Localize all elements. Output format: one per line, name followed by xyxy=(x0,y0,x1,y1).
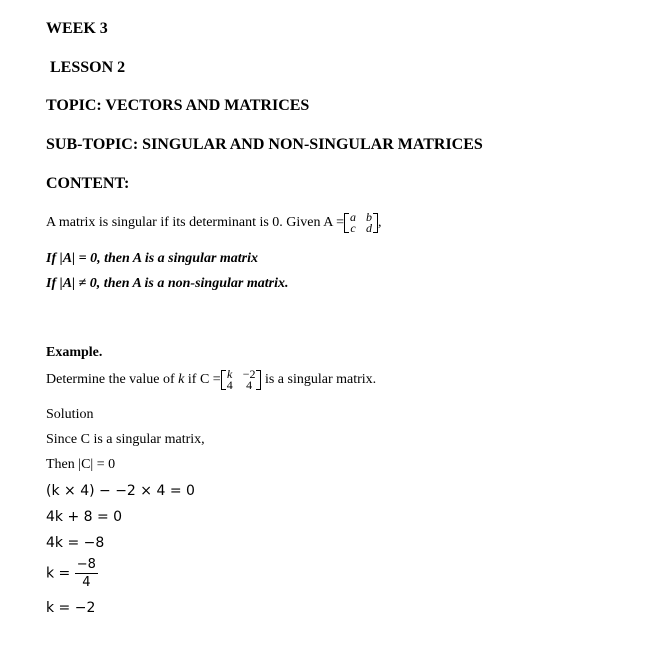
matrix-c-cell: 4 xyxy=(226,378,233,392)
solution-heading: Solution xyxy=(46,407,94,422)
fraction xyxy=(75,557,98,590)
matrix-a-cell: a xyxy=(349,210,356,224)
matrix-a-cell: c xyxy=(350,221,356,235)
question-mid: if C = xyxy=(184,372,221,388)
rule-singular: If |A| = 0, then A is a singular matrix xyxy=(46,251,259,266)
matrix-c xyxy=(221,369,262,391)
solution-fraction-line xyxy=(46,557,98,590)
matrix-a-cell: b xyxy=(365,210,372,224)
topic-heading: TOPIC: VECTORS AND MATRICES xyxy=(46,97,310,114)
week-heading: WEEK 3 xyxy=(46,20,108,37)
matrix-c-cell: 4 xyxy=(246,378,253,392)
question-start: Determine the value of xyxy=(46,372,179,388)
solution-step: k = −2 xyxy=(46,600,96,616)
matrix-c-cell: −2 xyxy=(242,367,256,381)
solution-step: Since C is a singular matrix, xyxy=(46,432,205,447)
solution-step: 4k = −8 xyxy=(46,535,105,551)
lesson-heading: LESSON 2 xyxy=(50,59,126,76)
matrix-a-cell: d xyxy=(365,221,372,235)
matrix-c-cell: k xyxy=(227,367,233,381)
example-heading: Example. xyxy=(46,345,103,360)
definition-text: A matrix is singular if its determinant is 0. Given A = xyxy=(46,215,344,231)
subtopic-heading: SUB-TOPIC: SINGULAR AND NON-SINGULAR MATRICES xyxy=(46,136,483,153)
solution-step: 4k + 8 = 0 xyxy=(46,509,123,525)
example-question xyxy=(46,369,376,391)
matrix-a xyxy=(344,212,378,234)
rule-nonsingular: If |A| ≠ 0, then A is a non-singular matrix. xyxy=(46,276,289,291)
definition-line xyxy=(46,212,381,234)
solution-step: Then |C| = 0 xyxy=(46,457,116,472)
definition-punctuation: , xyxy=(377,215,382,231)
content-heading: CONTENT: xyxy=(46,175,130,192)
solution-step: (k × 4) − −2 × 4 = 0 xyxy=(46,483,195,499)
fraction-numerator: −8 xyxy=(76,557,96,572)
question-variable: k xyxy=(178,372,185,388)
fraction-lhs: k = xyxy=(46,565,71,582)
fraction-denominator: 4 xyxy=(82,575,91,590)
question-end: is a singular matrix. xyxy=(261,372,377,388)
